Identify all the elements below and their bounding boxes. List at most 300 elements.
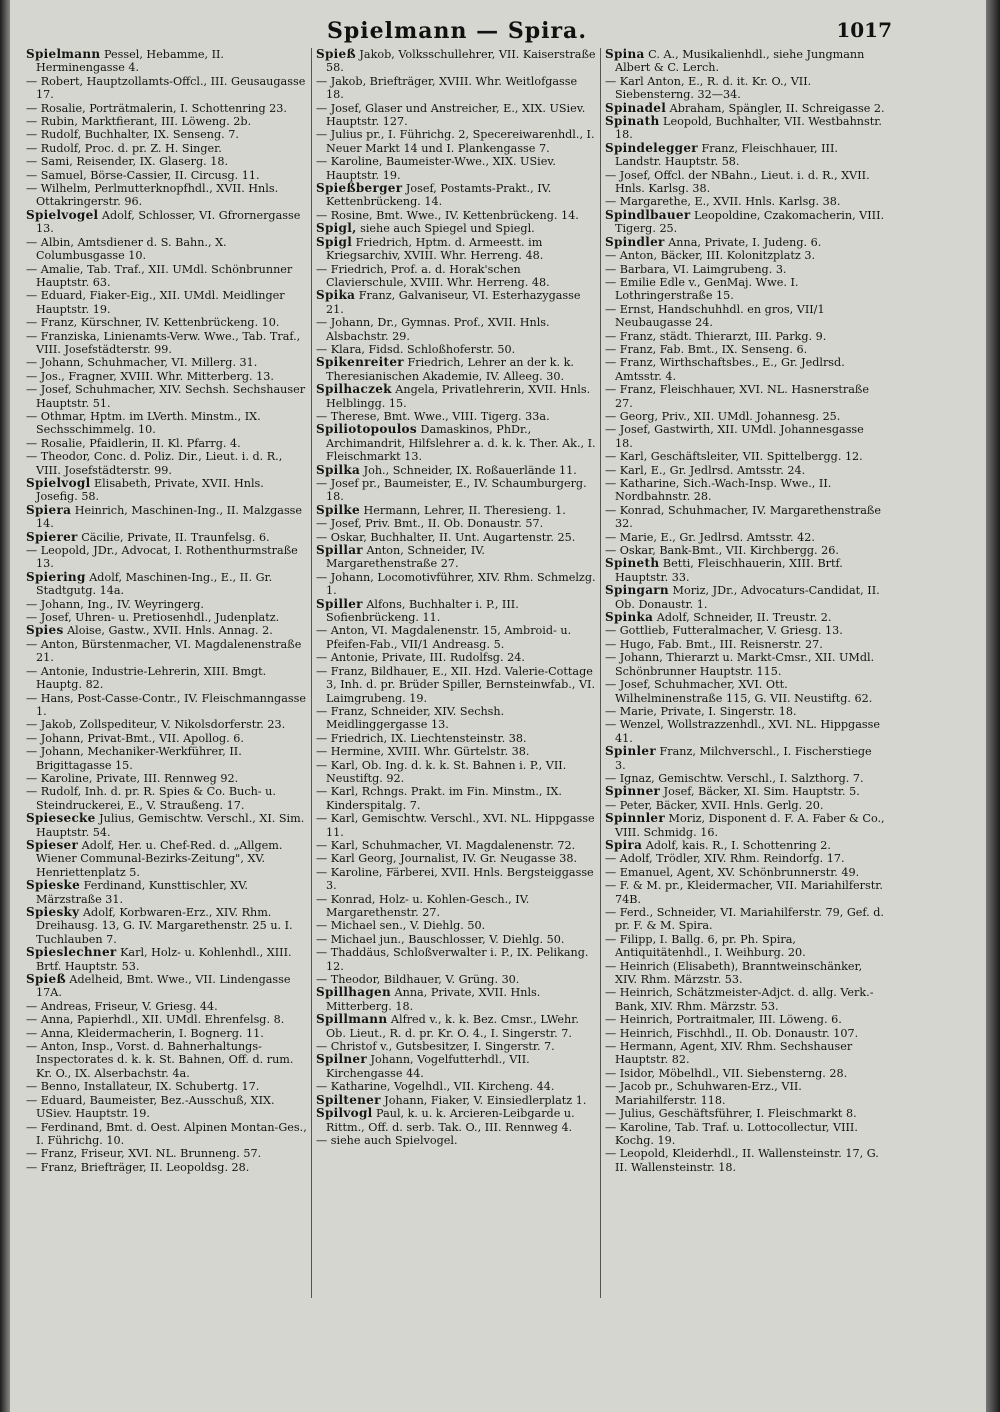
entry-text: — Marie, Private, I. Singerstr. 18. [605, 704, 797, 718]
entry-text: — Sami, Reisender, IX. Glaserg. 18. [26, 155, 229, 169]
entry-text: — Rosine, Bmt. Wwe., IV. Kettenbrückeng. 14. [316, 208, 579, 222]
directory-entry [26, 544, 307, 571]
entry-text: — Jakob, Zollspediteur, V. Nikolsdorferstr. 23. [26, 718, 286, 732]
directory-entry [316, 316, 596, 343]
entry-headword: Spingarn [605, 583, 669, 598]
directory-entry [605, 1107, 885, 1120]
entry-text: — Johann, Privat-Bmt., VII. Apollog. 6. [26, 731, 244, 745]
entry-text: — Karl Georg, Journalist, IV. Gr. Neugasse 38. [316, 852, 578, 866]
directory-entry [605, 624, 885, 637]
directory-entry [316, 1053, 596, 1080]
entry-text: — Isidor, Möbelhdl., VII. Siebensterng. 28. [605, 1066, 848, 1080]
entry-headword: Spielvogl [26, 476, 91, 490]
entry-text: — F. & M. pr., Kleidermacher, VII. Mariahilferstr. 74B. [605, 879, 883, 906]
entry-text: Adolf, Korbwaren-Erz., XIV. Rhm. Dreihausg. 13, G. IV. Margarethenstr. 25 u. I. Tuchlauben 7. [36, 906, 293, 946]
directory-entry [605, 544, 885, 557]
directory-entry [26, 745, 307, 772]
entry-headword: Spilner [316, 1052, 367, 1067]
directory-entry [26, 598, 307, 611]
entry-headword: Spiliotopoulos [316, 422, 417, 437]
directory-entry [316, 1013, 596, 1040]
directory-entry [605, 464, 885, 477]
entry-text: — Georg, Priv., XII. UMdl. Johannesg. 25. [605, 409, 841, 423]
entry-text: — Josef, Uhren- u. Pretiosenhdl., Judenplatz. [26, 611, 280, 625]
entry-text: — Hermine, XVIII. Whr. Gürtelstr. 38. [316, 745, 530, 759]
directory-entry [26, 879, 307, 906]
entry-text: — Rudolf, Buchhalter, IX. Senseng. 7. [26, 128, 239, 142]
entry-text: — Peter, Bäcker, XVII. Hnls. Gerlg. 20. [605, 798, 824, 812]
entry-text: — Rudolf, Proc. d. pr. Z. H. Singer. [26, 141, 222, 155]
directory-entry [26, 1040, 307, 1080]
directory-entry [26, 785, 307, 812]
entry-text: — Karoline, Tab. Traf. u. Lottocollectur, VIII. Kochg. 19. [605, 1120, 858, 1147]
directory-entry [26, 356, 307, 369]
entry-text: — Robert, Hauptzollamts-Offcl., III. Geusaugasse 17. [26, 74, 306, 102]
entry-text: Alfons, Buchhalter i. P., III. Sofienbrückeng. 11. [326, 597, 519, 625]
directory-entry [605, 195, 885, 208]
entry-text: Anton, Schneider, IV. Margarethenstraße 27. [326, 544, 485, 571]
page-right-edge [986, 0, 1000, 1412]
directory-entry [605, 705, 885, 718]
directory-entry [605, 450, 885, 463]
directory-entry [26, 209, 307, 236]
directory-entry [316, 946, 596, 973]
entry-text: — Albin, Amtsdiener d. S. Bahn., X. Columbusgasse 10. [26, 235, 227, 263]
directory-entry [605, 1067, 885, 1080]
entry-text: Betti, Fleischhauerin, XIII. Brtf. Hauptstr. 33. [615, 557, 843, 584]
entry-headword: Spillar [316, 543, 363, 558]
entry-text: — Heinrich (Elisabeth), Branntweinschänker, XIV. Rhm. Märzstr. 53. [605, 959, 863, 987]
directory-entry [316, 1040, 596, 1053]
directory-entry [26, 236, 307, 263]
entry-text: Cäcilie, Private, II. Traunfelsg. 6. [77, 530, 270, 544]
entry-headword: Spinner [605, 784, 661, 799]
entry-text: Friedrich, Lehrer an der k. k. Theresianischen Akademie, IV. Alleeg. 30. [326, 356, 574, 383]
directory-entry [316, 75, 596, 102]
entry-text: — Franz, Fleischhauer, XVI. NL. Hasnerstraße 27. [605, 383, 870, 410]
entry-text: Moriz, Disponent d. F. A. Faber & Co., VIII. Schmidg. 16. [615, 812, 885, 839]
directory-entry [26, 75, 307, 102]
entry-text: — Franz, Fab. Bmt., IX. Senseng. 6. [605, 342, 808, 356]
directory-entry [316, 651, 596, 664]
directory-entry [26, 571, 307, 598]
directory-entry [26, 1147, 307, 1160]
directory-entry [605, 611, 885, 624]
entry-headword: Spinka [605, 610, 654, 625]
entry-text: — Antonie, Private, III. Rudolfsg. 24. [316, 651, 525, 665]
directory-entry [26, 946, 307, 973]
directory-entry [605, 209, 885, 236]
entry-text: — Eduard, Fiaker-Eig., XII. UMdl. Meidlinger Hauptstr. 19. [26, 289, 285, 316]
directory-entry [605, 504, 885, 531]
entry-text: — Thaddäus, Schloßverwalter i. P., IX. Pelikang. 12. [316, 946, 589, 973]
entry-text: — Oskar, Buchhalter, II. Unt. Augartenstr. 25. [316, 530, 576, 544]
directory-entry [26, 383, 307, 410]
directory-entry [316, 933, 596, 946]
directory-entry [316, 343, 596, 356]
entry-headword: Spieß [316, 48, 356, 61]
entry-text: — Karl, Schuhmacher, VI. Magdalenenstr. 72. [316, 838, 576, 852]
directory-entry [316, 102, 596, 129]
directory-entry [605, 142, 885, 169]
entry-text: Pessel, Hebamme, II. Herminengasse 4. [36, 48, 224, 75]
entry-text: — Johann, Thierarzt u. Markt-Cmsr., XII. UMdl. Schönbrunner Hauptstr. 115. [605, 651, 875, 678]
entry-headword: Spiering [26, 569, 86, 584]
entry-text: — Ernst, Handschuhhdl. en gros, VII/1 Neubaugasse 24. [605, 302, 825, 330]
column-3 [600, 48, 889, 1298]
directory-entry [26, 1094, 307, 1121]
directory-entry [316, 477, 596, 504]
directory-entry [26, 611, 307, 624]
directory-entry [26, 531, 307, 544]
directory-entry [26, 316, 307, 329]
entry-text: Franz, Milchverschl., I. Fischerstiege 3. [615, 745, 872, 772]
entry-text: — Heinrich, Schätzmeister-Adjct. d. allg. Verk.-Bank, XIV. Rhm. Märzstr. 53. [605, 986, 874, 1013]
entry-text: siehe auch Spiegel und Spiegl. [356, 222, 535, 236]
directory-entry [26, 330, 307, 357]
entry-headword: Spielmann [26, 48, 101, 61]
directory-entry [316, 222, 596, 235]
entry-text: — Rosalie, Pfaidlerin, II. Kl. Pfarrg. 4. [26, 436, 241, 450]
entry-text: — Gottlieb, Futteralmacher, V. Griesg. 13. [605, 624, 843, 638]
entry-text: — Jacob pr., Schuhwaren-Erz., VII. Mariahilferstr. 118. [605, 1080, 802, 1107]
entry-text: Johann, Fiaker, V. Einsiedlerplatz 1. [380, 1093, 587, 1107]
entry-text: — Ignaz, Gemischtw. Verschl., I. Salzthorg. 7. [605, 771, 864, 785]
directory-entry [26, 665, 307, 692]
directory-entry [316, 1107, 596, 1134]
entry-text: — Hugo, Fab. Bmt., III. Reisnerstr. 27. [605, 637, 823, 651]
directory-entry [26, 1080, 307, 1093]
directory-entry [316, 356, 596, 383]
directory-entry [605, 249, 885, 262]
directory-entry [316, 1134, 596, 1147]
entry-text: C. A., Musikalienhdl., siehe Jungmann Albert & C. Lerch. [615, 48, 865, 75]
directory-entry [26, 182, 307, 209]
entry-headword: Spiera [26, 502, 72, 517]
entry-text: — Heinrich, Portraitmaler, III. Löweng. 6. [605, 1013, 842, 1027]
directory-entry [605, 852, 885, 865]
entry-text: — Johann, Mechaniker-Werkführer, II. Brigittagasse 15. [26, 745, 242, 772]
directory-entry [605, 906, 885, 933]
entry-text: — Johann, Locomotivführer, XIV. Rhm. Schmelzg. 1. [316, 570, 596, 598]
entry-text: — Oskar, Bank-Bmt., VII. Kirchbergg. 26. [605, 544, 839, 558]
directory-entry [316, 544, 596, 571]
entry-text: Aloise, Gastw., XVII. Hnls. Annag. 2. [63, 624, 273, 638]
directory-entry [605, 531, 885, 544]
directory-entry [605, 1080, 885, 1107]
entry-headword: Spikenreiter [316, 355, 404, 370]
entry-text: Franz, Fleischhauer, III. Landstr. Hauptstr. 58. [615, 141, 838, 169]
entry-text: — Leopold, JDr., Advocat, I. Rothenthurmstraße 13. [26, 544, 298, 571]
directory-entry [605, 410, 885, 423]
entry-headword: Spindlbauer [605, 207, 691, 222]
directory-entry [605, 960, 885, 987]
entry-text: Alfred v., k. k. Bez. Cmsr., LWehr. Ob. Lieut., R. d. pr. Kr. O. 4., I. Singerstr. 7. [326, 1013, 579, 1040]
directory-entry [26, 115, 307, 128]
entry-text: — Josef, Offcl. der NBahn., Lieut. i. d. R., XVII. Hnls. Karlsg. 38. [605, 168, 870, 196]
directory-entry [605, 651, 885, 678]
entry-text: Hermann, Lehrer, II. Theresieng. 1. [359, 503, 566, 517]
entry-text: — Josef, Glaser und Anstreicher, E., XIX. USiev. Hauptstr. 127. [316, 101, 586, 129]
entry-text: — Karl Anton, E., R. d. it. Kr. O., VII. Siebensterng. 32—34. [605, 74, 812, 102]
entry-text: Karl, Holz- u. Kohlenhdl., XIII. Brtf. Hauptstr. 53. [36, 946, 292, 973]
entry-text: Adolf, Maschinen-Ing., E., II. Gr. Stadtgutg. 14a. [36, 570, 273, 598]
entry-text: — Franz, städt. Thierarzt, III. Parkg. 9. [605, 329, 827, 343]
directory-entry [605, 772, 885, 785]
entry-text: Franz, Galvaniseur, VI. Esterhazygasse 21. [326, 289, 581, 316]
entry-text: — Johann, Schuhmacher, VI. Millerg. 31. [26, 356, 258, 370]
entry-headword: Spineth [605, 556, 660, 571]
directory-entry [605, 812, 885, 839]
entry-text: — Franz, Bildhauer, E., XII. Hzd. Valerie-Cottage 3, Inh. d. pr. Brüder Spiller, Bernsteinwfab., VI. Laimgrubeng. 19. [316, 664, 596, 705]
directory-entry [26, 128, 307, 141]
directory-entry [316, 423, 596, 463]
directory-entry [26, 450, 307, 477]
directory-entry [26, 48, 307, 75]
entry-text: — Anna, Papierhdl., XII. UMdl. Ehrenfelsg. 8. [26, 1013, 285, 1027]
entry-text: — Amalie, Tab. Traf., XII. UMdl. Schönbrunner Hauptstr. 63. [26, 262, 293, 289]
directory-entry [316, 48, 596, 75]
entry-text: — Wilhelm, Perlmutterknopfhdl., XVII. Hnls. Ottakringerstr. 96. [26, 182, 279, 209]
directory-entry [316, 745, 596, 758]
entry-text: Joh., Schneider, IX. Roßauerlände 11. [360, 463, 577, 477]
directory-entry [316, 812, 596, 839]
entry-text: — Benno, Installateur, IX. Schubertg. 17. [26, 1080, 260, 1094]
entry-text: — Anton, VI. Magdalenenstr. 15, Ambroid- u. Pfeifen-Fab., VII/1 Andreasg. 5. [316, 624, 572, 651]
directory-entry [26, 263, 307, 290]
directory-entry [605, 1013, 885, 1026]
entry-text: — Konrad, Holz- u. Kohlen-Gesch., IV. Margarethenstr. 27. [316, 892, 530, 919]
entry-text: — Franziska, Linienamts-Verw. Wwe., Tab. Traf., VIII. Josefstädterstr. 99. [26, 329, 301, 356]
entry-text: — Konrad, Schuhmacher, IV. Margarethenstraße 32. [605, 503, 881, 531]
directory-entry [316, 289, 596, 316]
entry-text: Jakob, Volksschullehrer, VII. Kaiserstraße 58. [326, 48, 596, 75]
directory-entry [26, 772, 307, 785]
directory-entry [316, 839, 596, 852]
entry-headword: Spindler [605, 234, 665, 249]
directory-entry [605, 75, 885, 102]
directory-entry [605, 745, 885, 772]
directory-entry [26, 155, 307, 168]
entry-text: Abraham, Spängler, II. Schreigasse 2. [666, 101, 885, 115]
directory-entry [26, 1013, 307, 1026]
entry-headword: Spieske [26, 878, 81, 893]
column-1 [22, 48, 311, 1298]
entry-text: — Franz, Schneider, XIV. Sechsh. Meidlinggergasse 13. [316, 704, 505, 732]
directory-entry [605, 48, 885, 75]
directory-entry [605, 423, 885, 450]
directory-entry [26, 1000, 307, 1013]
entry-headword: Spiesecke [26, 811, 96, 826]
directory-entry [316, 464, 596, 477]
directory-entry [316, 665, 596, 705]
entry-text: — siehe auch Spielvogel. [316, 1133, 458, 1147]
entry-text: Leopold, Buchhalter, VII. Westbahnstr. 18. [615, 115, 882, 142]
entry-headword: Spiller [316, 596, 363, 611]
directory-entry [316, 517, 596, 530]
page-number: 1017 [836, 18, 892, 42]
entry-text: — Anton, Insp., Vorst. d. Bahnerhaltungs-Inspectorates d. k. k. St. Bahnen, Off. d. rum. Kr. O., IX. Alserbachstr. 4a. [26, 1040, 294, 1080]
directory-entry [605, 115, 885, 142]
entry-headword: Spillhagen [316, 985, 391, 1000]
entry-text: — Josef pr., Baumeister, E., IV. Schaumburgerg. 18. [316, 477, 587, 504]
entry-text: — Eduard, Baumeister, Bez.-Ausschuß, XIX. USiev. Hauptstr. 19. [26, 1093, 275, 1121]
page-title: Spielmann — Spira. [327, 18, 587, 44]
entry-text: — Josef, Priv. Bmt., II. Ob. Donaustr. 57. [316, 517, 544, 531]
directory-entry [605, 557, 885, 584]
directory-columns [22, 48, 890, 1298]
entry-text: Friedrich, Hptm. d. Armeestt. im Kriegsarchiv, XVIII. Whr. Herreng. 48. [326, 235, 544, 263]
entry-text: — Wenzel, Wollstrazzenhdl., XVI. NL. Hippgasse 41. [605, 718, 880, 745]
entry-text: — Franz, Kürschner, IV. Kettenbrückeng. 10. [26, 316, 280, 330]
entry-text: — Karoline, Baumeister-Wwe., XIX. USiev. Hauptstr. 19. [316, 155, 556, 182]
entry-text: Heinrich, Maschinen-Ing., II. Malzgasse 14. [36, 503, 303, 531]
entry-text: — Christof v., Gutsbesitzer, I. Singerstr. 7. [316, 1040, 555, 1054]
directory-entry [316, 182, 596, 209]
entry-text: — Karl, E., Gr. Jedlrsd. Amtsstr. 24. [605, 463, 806, 477]
entry-headword: Spinath [605, 114, 660, 129]
entry-text: — Filipp, I. Ballg. 6, pr. Ph. Spira, Antiquitätenhdl., I. Weihburg. 20. [605, 932, 806, 960]
entry-text: — Therese, Bmt. Wwe., VIII. Tigerg. 33a. [316, 409, 550, 423]
directory-entry [605, 343, 885, 356]
entry-text: Adolf, Schneider, II. Treustr. 2. [653, 611, 832, 625]
entry-headword: Spigl [316, 234, 353, 249]
directory-entry [605, 1040, 885, 1067]
entry-headword: Spies [26, 623, 64, 638]
directory-entry [605, 330, 885, 343]
entry-text: Josef, Postamts-Prakt., IV. Kettenbrückeng. 14. [326, 182, 552, 209]
entry-text: — Julius, Geschäftsführer, I. Fleischmarkt 8. [605, 1107, 857, 1121]
directory-entry [316, 128, 596, 155]
directory-entry [605, 879, 885, 906]
entry-text: — Jos., Fragner, XVIII. Whr. Mitterberg. 13. [26, 369, 274, 383]
directory-entry [316, 852, 596, 865]
entry-text: — Antonie, Industrie-Lehrerin, XIII. Bmgt. Hauptg. 82. [26, 664, 267, 692]
entry-text: — Karl, Ob. Ing. d. k. k. St. Bahnen i. P., VII. Neustiftg. 92. [316, 758, 567, 785]
directory-entry [26, 692, 307, 719]
directory-entry [26, 102, 307, 115]
directory-entry [605, 638, 885, 651]
entry-text: — Adolf, Trödler, XIV. Rhm. Reindorfg. 17. [605, 852, 845, 866]
entry-text: — Franz, Briefträger, II. Leopoldsg. 28. [26, 1160, 250, 1174]
directory-entry [316, 236, 596, 263]
directory-entry [316, 705, 596, 732]
entry-headword: Spilka [316, 462, 361, 477]
entry-text: — Friedrich, Prof. a. d. Horak'schen Clavierschule, XVIII. Whr. Herreng. 48. [316, 262, 550, 289]
entry-text: — Karoline, Private, III. Rennweg 92. [26, 771, 239, 785]
entry-headword: Spinnler [605, 811, 665, 826]
page-left-edge [0, 0, 10, 1412]
directory-entry [316, 155, 596, 182]
directory-entry [26, 169, 307, 182]
directory-entry [605, 678, 885, 705]
directory-entry [316, 866, 596, 893]
entry-text: Elisabeth, Private, XVII. Hnls. Josefig. 58. [36, 477, 264, 504]
directory-entry [316, 759, 596, 786]
directory-entry [26, 812, 307, 839]
entry-headword: Spiltener [316, 1092, 381, 1107]
directory-entry [316, 598, 596, 625]
entry-text: — Hans, Post-Casse-Contr., IV. Fleischmanngasse 1. [26, 691, 306, 718]
directory-entry [26, 289, 307, 316]
directory-entry [605, 718, 885, 745]
entry-text: — Katharine, Sich.-Wach-Insp. Wwe., II. Nordbahnstr. 28. [605, 477, 832, 504]
entry-headword: Spika [316, 288, 356, 303]
directory-entry [316, 504, 596, 517]
directory-entry [26, 1161, 307, 1174]
entry-headword: Spierer [26, 529, 78, 544]
entry-headword: Spindelegger [605, 140, 698, 155]
entry-text: — Julius pr., I. Führichg. 2, Specereiwarenhdl., I. Neuer Markt 14 und I. Plankengasse 7. [316, 128, 595, 155]
entry-text: — Franz, Wirthschaftsbes., E., Gr. Jedlrsd. Amtsstr. 4. [605, 356, 845, 383]
entry-text: Adolf, kais. R., I. Schottenring 2. [642, 838, 831, 852]
directory-entry [316, 973, 596, 986]
directory-entry [26, 732, 307, 745]
entry-text: Paul, k. u. k. Arcieren-Leibgarde u. Rittm., Off. d. serb. Tak. O., III. Rennweg 4. [326, 1107, 575, 1134]
entry-text: Anna, Private, I. Judeng. 6. [664, 235, 822, 249]
directory-entry [605, 383, 885, 410]
directory-entry [316, 785, 596, 812]
entry-text: Adolf, Her. u. Chef-Red. d. „Allgem. Wiener Communal-Bezirks-Zeitung", XV. Henriettenplatz 5. [36, 838, 283, 879]
page-header [22, 18, 892, 52]
entry-text: — Ferd., Schneider, VI. Mariahilferstr. 79, Gef. d. pr. F. & M. Spira. [605, 906, 884, 933]
entry-text: — Theodor, Conc. d. Poliz. Dir., Lieut. i. d. R., VIII. Josefstädterstr. 99. [26, 450, 283, 477]
entry-text: — Josef, Gastwirth, XII. UMdl. Johannesgasse 18. [605, 423, 864, 450]
entry-headword: Spinler [605, 744, 656, 759]
directory-entry [316, 893, 596, 920]
directory-entry [26, 504, 307, 531]
entry-text: Adolf, Schlosser, VI. Gfrornergasse 13. [36, 208, 301, 236]
directory-entry [605, 799, 885, 812]
directory-entry [316, 263, 596, 290]
directory-entry [605, 102, 885, 115]
directory-entry [605, 986, 885, 1013]
entry-text: Julius, Gemischtw. Verschl., XI. Sim. Hauptstr. 54. [36, 812, 305, 839]
entry-text: Leopoldine, Czakomacherin, VIII. Tigerg. 25. [615, 208, 885, 236]
entry-text: — Ferdinand, Bmt. d. Oest. Alpinen Montan-Ges., I. Führichg. 10. [26, 1120, 307, 1147]
entry-text: — Rosalie, Porträtmalerin, I. Schottenring 23. [26, 101, 287, 115]
directory-entry [605, 263, 885, 276]
entry-text: — Marie, E., Gr. Jedlrsd. Amtsstr. 42. [605, 530, 815, 544]
entry-text: — Karl, Geschäftsleiter, VII. Spittelbergg. 12. [605, 450, 863, 464]
entry-text: — Johann, Ing., IV. Weyringerg. [26, 597, 204, 611]
column-2 [311, 48, 600, 1298]
entry-headword: Spilke [316, 502, 360, 517]
entry-text: Angela, Privatlehrerin, XVII. Hnls. Helblingg. 15. [326, 383, 591, 410]
entry-text: — Michael sen., V. Diehlg. 50. [316, 919, 486, 933]
directory-entry [316, 986, 596, 1013]
entry-text: — Katharine, Vogelhdl., VII. Kircheng. 44. [316, 1080, 555, 1094]
entry-text: — Klara, Fidsd. Schloßhoferstr. 50. [316, 342, 516, 356]
directory-entry [605, 169, 885, 196]
entry-text: Ferdinand, Kunsttischler, XV. Märzstraße 31. [36, 879, 248, 906]
directory-entry [605, 866, 885, 879]
entry-headword: Spieslechner [26, 945, 117, 960]
directory-entry [316, 383, 596, 410]
entry-text: Johann, Vogelfutterhdl., VII. Kirchengasse 44. [326, 1053, 530, 1080]
entry-headword: Spinadel [605, 100, 667, 115]
entry-headword: Spilhaczek [316, 382, 392, 397]
entry-text: — Rubin, Marktfierant, III. Löweng. 2b. [26, 115, 252, 129]
entry-text: — Emanuel, Agent, XV. Schönbrunnerstr. 49. [605, 865, 860, 879]
entry-text: — Josef, Schuhmacher, XIV. Sechsh. Sechshauser Hauptstr. 51. [26, 383, 306, 410]
entry-text: Damaskinos, PhDr., Archimandrit, Hilfslehrer a. d. k. k. Ther. Ak., I. Fleischmarkt 13. [326, 423, 596, 464]
directory-entry [605, 584, 885, 611]
directory-entry [316, 732, 596, 745]
entry-headword: Spigl, [316, 221, 357, 236]
directory-entry [605, 276, 885, 303]
entry-text: — Othmar, Hptm. im LVerth. Minstm., IX. Sechsschimmelg. 10. [26, 409, 261, 437]
